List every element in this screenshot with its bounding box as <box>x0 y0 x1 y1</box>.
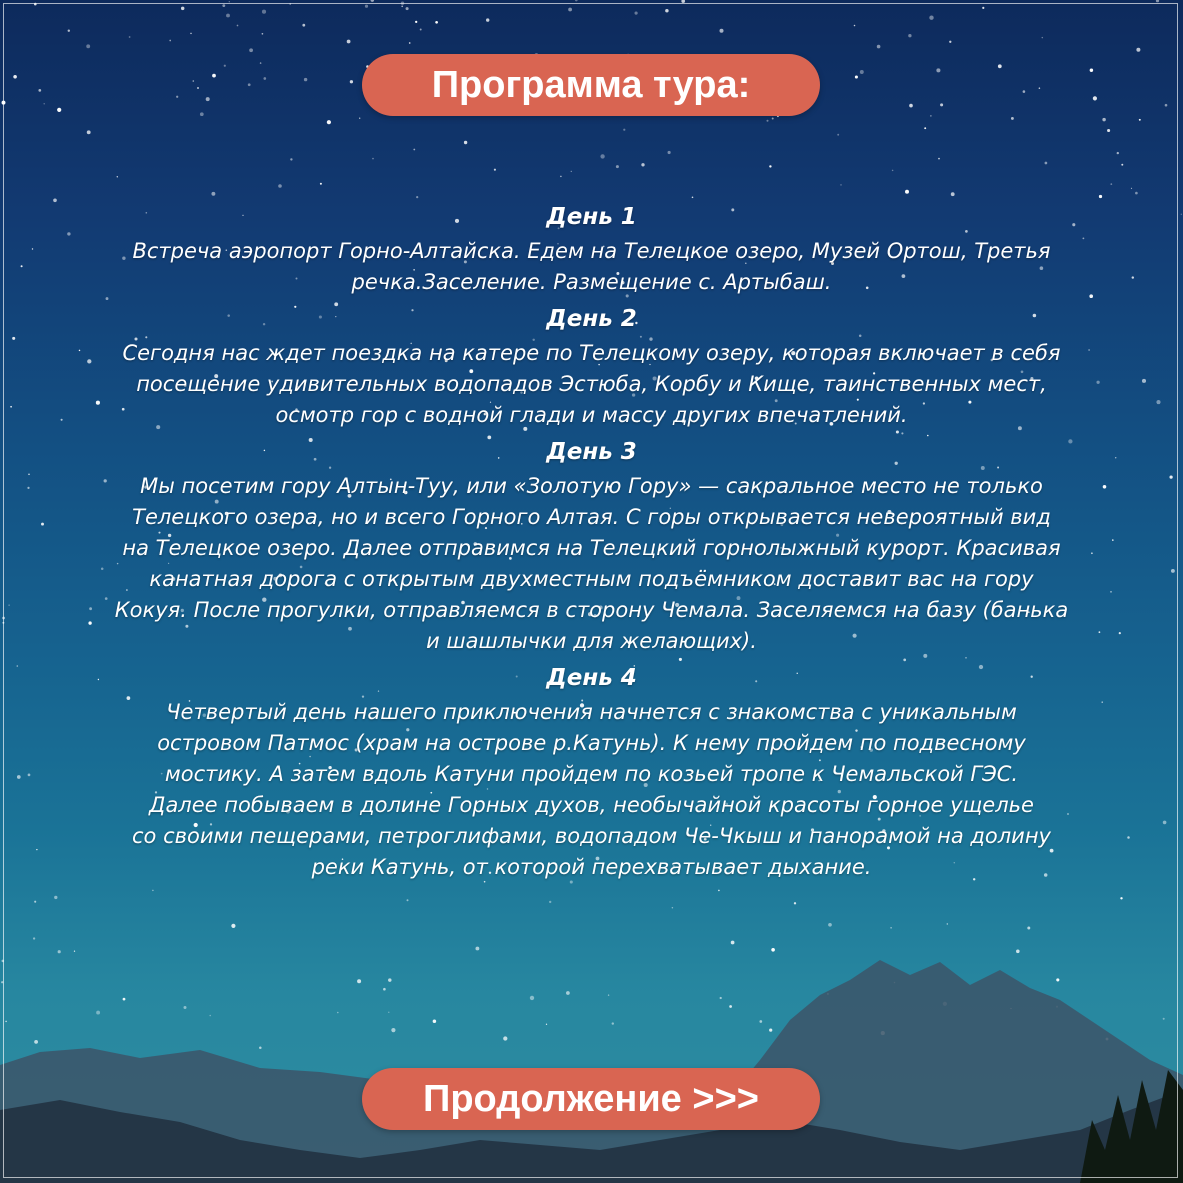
star <box>908 34 911 37</box>
star <box>278 184 282 188</box>
star <box>568 8 572 12</box>
star <box>197 87 199 89</box>
star <box>940 103 943 106</box>
star <box>1107 129 1110 132</box>
day-1-section <box>70 202 1113 298</box>
day-3-line: и шашлычки для желающих). <box>426 629 757 653</box>
star <box>1093 96 1097 100</box>
program-title: Программа тура: <box>431 63 751 106</box>
star <box>929 16 933 20</box>
star <box>1163 821 1167 825</box>
star <box>938 158 940 160</box>
star <box>34 3 37 6</box>
star <box>8 604 9 605</box>
day-4-title: День 4 <box>546 665 637 691</box>
star <box>248 83 251 86</box>
star <box>262 10 266 14</box>
star <box>169 40 171 42</box>
star <box>304 78 307 81</box>
day-2-line: Сегодня нас ждет поездка на катере по Телецкому озеру, которая включает в себя <box>122 341 1061 365</box>
star <box>1099 195 1102 198</box>
star <box>600 154 604 158</box>
star <box>665 9 668 12</box>
star <box>365 5 368 8</box>
star <box>769 1029 772 1032</box>
day-2-line: осмотр гор с водной глади и массу других впечатлений. <box>275 403 908 427</box>
star <box>183 1006 186 1009</box>
star <box>2 617 5 620</box>
star <box>57 108 61 112</box>
star <box>575 0 578 1</box>
star <box>28 774 31 777</box>
star <box>383 988 386 991</box>
day-3-line: на Телецкое озеро. Далее отправимся на Телецкий горнолыжный курорт. Красивая <box>122 536 1061 560</box>
star <box>415 21 417 23</box>
star <box>200 112 204 116</box>
star <box>560 176 562 178</box>
star <box>1056 978 1059 981</box>
day-3-line: Телецкого озера, но и всего Горного Алтая. С горы открывается невероятный вид <box>132 505 1051 529</box>
star <box>388 978 391 981</box>
star <box>720 997 722 999</box>
day-4-line: Четвертый день нашего приключения начнется с знакомства с уникальным <box>166 700 1017 724</box>
star <box>36 849 37 850</box>
star <box>530 996 534 1000</box>
star <box>420 29 422 31</box>
star <box>641 163 644 166</box>
star <box>337 1012 339 1014</box>
star <box>1045 162 1048 165</box>
program-title-badge <box>362 54 820 116</box>
star <box>571 171 572 172</box>
star <box>1169 475 1172 478</box>
star <box>546 1024 547 1025</box>
star <box>435 21 438 24</box>
star <box>401 1 404 4</box>
day-4-description <box>70 697 1113 883</box>
star <box>407 899 409 901</box>
day-3-line: Кокуя. После прогулки, отправляемся в сторону Чемала. Заселяемся на базу (банька <box>114 598 1069 622</box>
star <box>54 896 57 899</box>
star <box>224 65 226 67</box>
star <box>1027 927 1030 930</box>
star <box>388 1012 389 1013</box>
star <box>371 0 374 2</box>
star <box>58 950 61 953</box>
star <box>13 75 17 79</box>
star <box>1039 87 1041 89</box>
star <box>668 151 671 154</box>
star <box>409 42 411 44</box>
star <box>231 924 235 928</box>
star <box>290 158 292 160</box>
star <box>259 1047 262 1050</box>
star <box>772 118 774 120</box>
star <box>391 1028 395 1032</box>
star <box>61 419 63 421</box>
day-1-line: речка.Заселение. Размещение с. Артыбаш. <box>351 270 832 294</box>
star <box>635 12 638 15</box>
star <box>759 1020 762 1023</box>
star <box>206 97 210 101</box>
star <box>608 994 609 995</box>
day-3-line: Мы посетим гору Алтын-Туу, или «Золотую Гору» — сакральное место не только <box>140 474 1043 498</box>
star <box>406 7 409 10</box>
star <box>486 18 489 21</box>
day-3-line: канатная дорога с открытым двухместным подъёмником доставит вас на гору <box>149 567 1034 591</box>
star <box>1163 1018 1165 1020</box>
star <box>12 337 15 340</box>
star <box>982 7 984 9</box>
day-3-description <box>70 471 1113 657</box>
star <box>229 1 230 2</box>
star <box>1011 117 1014 120</box>
star <box>729 1005 732 1008</box>
star <box>74 951 75 952</box>
star <box>1120 897 1122 899</box>
star <box>769 165 771 167</box>
star <box>2 960 5 963</box>
star <box>123 998 126 1001</box>
star <box>87 130 91 134</box>
star <box>1139 119 1141 121</box>
star <box>1132 276 1134 278</box>
star <box>731 941 735 945</box>
star <box>21 265 23 267</box>
star <box>320 183 322 185</box>
day-2-description <box>70 338 1113 431</box>
star <box>211 192 215 196</box>
star <box>1156 400 1160 404</box>
day-4-line: Далее побываем в долине Горных духов, необычайной красоты горное ущелье <box>149 793 1034 817</box>
star <box>193 80 195 82</box>
star <box>549 901 551 903</box>
star <box>1181 214 1182 215</box>
star <box>892 170 894 172</box>
star <box>350 80 353 83</box>
star <box>464 141 467 144</box>
star <box>890 927 892 929</box>
star <box>623 129 625 131</box>
day-4-line: реки Катунь, от которой перехватывает дыхание. <box>311 855 872 879</box>
star <box>494 169 496 171</box>
day-2-section <box>70 304 1113 431</box>
star <box>237 25 239 27</box>
star <box>209 1015 211 1017</box>
star <box>840 184 841 185</box>
star <box>34 901 36 903</box>
star <box>359 118 360 119</box>
star <box>263 77 266 80</box>
star <box>260 62 262 64</box>
star <box>951 192 955 196</box>
star <box>2 101 6 105</box>
star <box>924 127 926 129</box>
day-4-line: мостику. А затем вдоль Катуни пройдем по козьей тропе к Чемальской ГЭС. <box>164 762 1019 786</box>
star <box>413 149 415 151</box>
star <box>794 902 796 904</box>
day-4-line: со своими пещерами, петроглифами, водопадом Че-Чкыш и панорамой на долину <box>132 824 1051 848</box>
day-4-line: островом Патмос (храм на острове р.Катунь). К нему пройдем по подвесному <box>157 731 1026 755</box>
star <box>117 176 118 177</box>
star <box>1119 632 1121 634</box>
star <box>1117 152 1119 154</box>
star <box>1 981 3 983</box>
day-3-section <box>70 437 1113 657</box>
day-1-title: День 1 <box>546 204 637 230</box>
star <box>10 406 12 408</box>
star <box>181 7 184 10</box>
star <box>43 103 44 104</box>
star <box>877 45 881 49</box>
star <box>222 4 225 7</box>
continue-button-label: Продолжение >>> <box>423 1077 759 1120</box>
star <box>1042 37 1043 38</box>
star <box>718 890 720 892</box>
star <box>262 33 264 35</box>
star <box>16 665 18 667</box>
star <box>372 158 374 160</box>
star <box>1165 104 1168 107</box>
day-1-line: Встреча аэропорт Горно-Алтайска. Едем на Телецкое озеро, Музей Ортош, Третья <box>132 239 1051 263</box>
star <box>53 198 57 202</box>
day-2-title: День 2 <box>546 306 637 332</box>
star <box>1156 0 1159 2</box>
star <box>289 3 291 5</box>
star <box>720 29 724 33</box>
star <box>86 44 90 48</box>
star <box>129 36 131 38</box>
star <box>1023 90 1026 93</box>
star <box>672 907 673 908</box>
star <box>2 622 4 624</box>
star <box>28 473 30 475</box>
star <box>998 64 1002 68</box>
star <box>503 1036 507 1040</box>
star <box>566 991 570 995</box>
star <box>38 89 41 92</box>
star <box>612 1022 614 1024</box>
tour-program-content <box>70 200 1113 889</box>
star <box>1142 379 1146 383</box>
star <box>828 923 832 927</box>
star <box>1110 183 1112 185</box>
day-2-line: посещение удивительных водопадов Эстюба, Корбу и Кище, таинственных мест, <box>136 372 1047 396</box>
star <box>302 24 305 27</box>
star <box>27 487 29 489</box>
star <box>692 196 694 198</box>
star <box>212 74 216 78</box>
star <box>34 1040 38 1044</box>
star <box>837 134 839 136</box>
star <box>1016 950 1020 954</box>
star <box>949 41 951 43</box>
day-4-section <box>70 663 1113 883</box>
star <box>1102 118 1105 121</box>
star <box>854 25 856 27</box>
star <box>1115 457 1116 458</box>
star <box>357 979 361 983</box>
star <box>947 923 948 924</box>
day-1-description <box>70 236 1113 298</box>
star <box>249 48 253 52</box>
day-3-title: День 3 <box>546 439 637 465</box>
star <box>1127 836 1130 839</box>
star <box>190 33 192 35</box>
star <box>936 68 940 72</box>
star <box>766 120 768 122</box>
star <box>771 948 775 952</box>
star <box>176 96 178 98</box>
star <box>401 5 403 7</box>
star <box>96 1011 100 1015</box>
star <box>616 165 619 168</box>
star <box>905 190 909 194</box>
star <box>433 1020 437 1024</box>
star <box>930 115 931 116</box>
star <box>909 104 913 108</box>
star <box>1136 48 1140 52</box>
star <box>1131 188 1132 189</box>
star <box>152 890 154 892</box>
star <box>68 30 70 32</box>
star <box>327 120 331 124</box>
continue-button[interactable] <box>362 1068 820 1130</box>
star <box>1121 164 1123 166</box>
star <box>226 14 230 18</box>
star <box>1135 192 1138 195</box>
star <box>860 70 864 74</box>
star <box>5 1021 7 1023</box>
star <box>17 775 21 779</box>
star <box>1171 569 1175 573</box>
star <box>855 75 858 78</box>
star <box>32 248 33 249</box>
star <box>416 196 418 198</box>
star <box>681 0 685 3</box>
star <box>41 523 44 526</box>
star <box>475 947 479 951</box>
star <box>347 40 351 44</box>
star <box>1090 68 1093 71</box>
star <box>33 937 35 939</box>
